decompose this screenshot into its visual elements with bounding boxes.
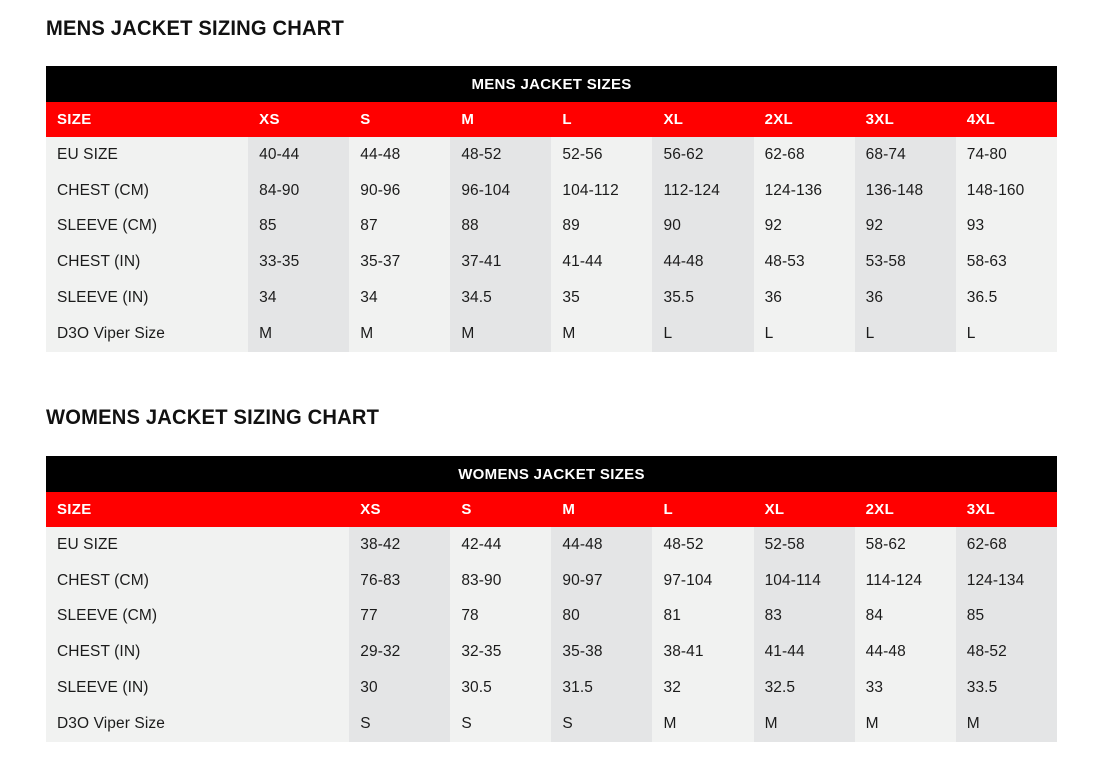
table-cell: L bbox=[652, 316, 753, 352]
table-cell: 48-53 bbox=[754, 244, 855, 280]
womens-chart-title: WOMENS JACKET SIZING CHART bbox=[46, 406, 380, 429]
size-header: S bbox=[450, 492, 551, 527]
size-header: 2XL bbox=[754, 102, 855, 137]
mens-size-header-row bbox=[46, 102, 1057, 137]
table-cell: 87 bbox=[349, 209, 450, 245]
table-cell: 88 bbox=[450, 209, 551, 245]
womens-banner: WOMENS JACKET SIZES bbox=[46, 456, 1057, 492]
table-cell: 33.5 bbox=[956, 670, 1057, 706]
table-cell: M bbox=[450, 316, 551, 352]
table-cell: 40-44 bbox=[248, 137, 349, 173]
table-cell: 77 bbox=[349, 599, 450, 635]
table-cell: 80 bbox=[551, 599, 652, 635]
row-label: CHEST (CM) bbox=[46, 563, 349, 599]
table-cell: M bbox=[551, 316, 652, 352]
table-cell: 89 bbox=[551, 209, 652, 245]
size-header: XS bbox=[349, 492, 450, 527]
table-row bbox=[46, 173, 1057, 209]
table-cell: 74-80 bbox=[956, 137, 1057, 173]
table-cell: 81 bbox=[652, 599, 753, 635]
table-cell: 76-83 bbox=[349, 563, 450, 599]
table-cell: 84 bbox=[855, 599, 956, 635]
table-cell: S bbox=[349, 706, 450, 742]
table-cell: 48-52 bbox=[450, 137, 551, 173]
table-cell: 37-41 bbox=[450, 244, 551, 280]
womens-size-header-row bbox=[46, 492, 1057, 527]
table-cell: 53-58 bbox=[855, 244, 956, 280]
row-label: CHEST (IN) bbox=[46, 634, 349, 670]
row-label: D3O Viper Size bbox=[46, 706, 349, 742]
table-cell: 124-136 bbox=[754, 173, 855, 209]
table-row bbox=[46, 563, 1057, 599]
row-label: EU SIZE bbox=[46, 137, 248, 173]
table-cell: 33 bbox=[855, 670, 956, 706]
table-row bbox=[46, 209, 1057, 245]
table-cell: 97-104 bbox=[652, 563, 753, 599]
table-cell: 136-148 bbox=[855, 173, 956, 209]
table-row bbox=[46, 137, 1057, 173]
table-cell: 38-41 bbox=[652, 634, 753, 670]
size-header: XL bbox=[754, 492, 855, 527]
table-cell: 84-90 bbox=[248, 173, 349, 209]
table-cell: 62-68 bbox=[754, 137, 855, 173]
table-cell: M bbox=[956, 706, 1057, 742]
table-row bbox=[46, 244, 1057, 280]
table-cell: 114-124 bbox=[855, 563, 956, 599]
table-cell: 104-112 bbox=[551, 173, 652, 209]
table-cell: 92 bbox=[754, 209, 855, 245]
table-cell: 48-52 bbox=[652, 527, 753, 563]
table-cell: 58-63 bbox=[956, 244, 1057, 280]
table-cell: 90-96 bbox=[349, 173, 450, 209]
womens-banner-row bbox=[46, 456, 1057, 492]
table-row bbox=[46, 280, 1057, 316]
table-cell: 85 bbox=[956, 599, 1057, 635]
table-cell: 44-48 bbox=[551, 527, 652, 563]
table-cell: 34.5 bbox=[450, 280, 551, 316]
mens-banner: MENS JACKET SIZES bbox=[46, 66, 1057, 102]
table-cell: 32.5 bbox=[754, 670, 855, 706]
row-label: SLEEVE (IN) bbox=[46, 670, 349, 706]
table-cell: L bbox=[855, 316, 956, 352]
table-cell: 32-35 bbox=[450, 634, 551, 670]
table-cell: 34 bbox=[248, 280, 349, 316]
size-header: 3XL bbox=[956, 492, 1057, 527]
table-row bbox=[46, 527, 1057, 563]
row-label: CHEST (CM) bbox=[46, 173, 248, 209]
table-cell: 31.5 bbox=[551, 670, 652, 706]
size-header: L bbox=[652, 492, 753, 527]
row-label: EU SIZE bbox=[46, 527, 349, 563]
table-cell: 48-52 bbox=[956, 634, 1057, 670]
mens-banner-row bbox=[46, 66, 1057, 102]
table-cell: 62-68 bbox=[956, 527, 1057, 563]
table-row bbox=[46, 634, 1057, 670]
table-cell: 30.5 bbox=[450, 670, 551, 706]
table-cell: M bbox=[248, 316, 349, 352]
size-header: 3XL bbox=[855, 102, 956, 137]
table-cell: 56-62 bbox=[652, 137, 753, 173]
table-cell: M bbox=[855, 706, 956, 742]
table-cell: 85 bbox=[248, 209, 349, 245]
table-cell: 52-56 bbox=[551, 137, 652, 173]
row-label: CHEST (IN) bbox=[46, 244, 248, 280]
table-cell: 104-114 bbox=[754, 563, 855, 599]
table-cell: 33-35 bbox=[248, 244, 349, 280]
table-row bbox=[46, 599, 1057, 635]
table-cell: L bbox=[754, 316, 855, 352]
size-header: M bbox=[450, 102, 551, 137]
table-cell: 96-104 bbox=[450, 173, 551, 209]
womens-size-table bbox=[46, 456, 1057, 742]
table-cell: 36.5 bbox=[956, 280, 1057, 316]
table-cell: 36 bbox=[754, 280, 855, 316]
table-cell: 44-48 bbox=[652, 244, 753, 280]
table-cell: S bbox=[551, 706, 652, 742]
row-label: SLEEVE (IN) bbox=[46, 280, 248, 316]
table-cell: 58-62 bbox=[855, 527, 956, 563]
table-cell: 148-160 bbox=[956, 173, 1057, 209]
table-cell: M bbox=[754, 706, 855, 742]
table-cell: 112-124 bbox=[652, 173, 753, 209]
table-cell: M bbox=[652, 706, 753, 742]
table-cell: 83 bbox=[754, 599, 855, 635]
table-cell: 52-58 bbox=[754, 527, 855, 563]
table-cell: 41-44 bbox=[551, 244, 652, 280]
table-row bbox=[46, 316, 1057, 352]
table-cell: L bbox=[956, 316, 1057, 352]
table-cell: 38-42 bbox=[349, 527, 450, 563]
size-header: SIZE bbox=[46, 102, 248, 137]
table-cell: 36 bbox=[855, 280, 956, 316]
table-cell: 92 bbox=[855, 209, 956, 245]
table-cell: 124-134 bbox=[956, 563, 1057, 599]
table-cell: 32 bbox=[652, 670, 753, 706]
row-label: SLEEVE (CM) bbox=[46, 599, 349, 635]
size-header: SIZE bbox=[46, 492, 349, 527]
table-cell: 29-32 bbox=[349, 634, 450, 670]
size-header: XS bbox=[248, 102, 349, 137]
table-cell: 34 bbox=[349, 280, 450, 316]
table-cell: M bbox=[349, 316, 450, 352]
size-header: L bbox=[551, 102, 652, 137]
mens-chart-title: MENS JACKET SIZING CHART bbox=[46, 17, 345, 40]
table-cell: 44-48 bbox=[349, 137, 450, 173]
table-cell: 41-44 bbox=[754, 634, 855, 670]
size-header: M bbox=[551, 492, 652, 527]
size-header: 4XL bbox=[956, 102, 1057, 137]
table-cell: 42-44 bbox=[450, 527, 551, 563]
table-cell: 93 bbox=[956, 209, 1057, 245]
table-row bbox=[46, 706, 1057, 742]
table-cell: 83-90 bbox=[450, 563, 551, 599]
table-cell: 35-38 bbox=[551, 634, 652, 670]
row-label: SLEEVE (CM) bbox=[46, 209, 248, 245]
table-cell: 68-74 bbox=[855, 137, 956, 173]
table-cell: 35 bbox=[551, 280, 652, 316]
table-cell: 44-48 bbox=[855, 634, 956, 670]
table-row bbox=[46, 670, 1057, 706]
table-cell: 90-97 bbox=[551, 563, 652, 599]
row-label: D3O Viper Size bbox=[46, 316, 248, 352]
size-header: XL bbox=[652, 102, 753, 137]
size-header: S bbox=[349, 102, 450, 137]
table-cell: 90 bbox=[652, 209, 753, 245]
mens-size-table bbox=[46, 66, 1057, 352]
table-cell: 35.5 bbox=[652, 280, 753, 316]
size-header: 2XL bbox=[855, 492, 956, 527]
table-cell: 35-37 bbox=[349, 244, 450, 280]
table-cell: S bbox=[450, 706, 551, 742]
table-cell: 78 bbox=[450, 599, 551, 635]
table-cell: 30 bbox=[349, 670, 450, 706]
